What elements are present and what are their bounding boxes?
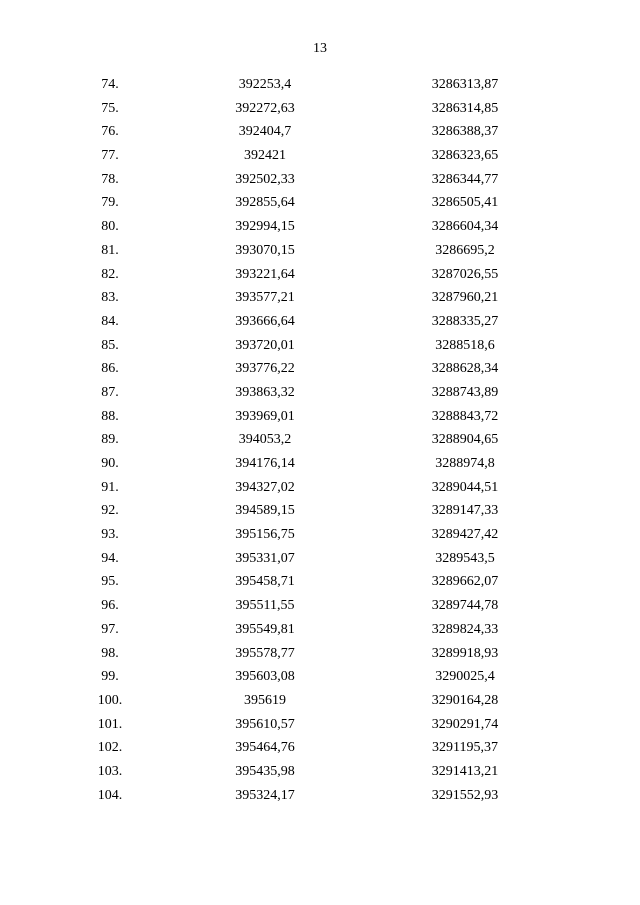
point-number-cell: 89. bbox=[101, 432, 119, 448]
x-coordinate-cell: 393221,64 bbox=[235, 266, 295, 282]
point-number-cell: 103. bbox=[97, 763, 123, 779]
table-row bbox=[0, 144, 640, 168]
table-row bbox=[0, 120, 640, 144]
y-coordinate-cell: 3288628,34 bbox=[431, 361, 499, 377]
point-number-cell: 79. bbox=[101, 195, 119, 211]
x-coordinate-cell: 395511,55 bbox=[235, 598, 295, 614]
point-number-cell: 102. bbox=[97, 740, 123, 756]
x-coordinate-cell: 395435,98 bbox=[235, 763, 295, 779]
point-number-cell: 94. bbox=[101, 550, 119, 566]
table-row bbox=[0, 523, 640, 547]
table-row bbox=[0, 428, 640, 452]
table-row bbox=[0, 476, 640, 500]
y-coordinate-cell: 3286505,41 bbox=[431, 195, 499, 211]
table-row bbox=[0, 760, 640, 784]
point-number-cell: 74. bbox=[101, 77, 119, 92]
table-row bbox=[0, 736, 640, 760]
table-row bbox=[0, 618, 640, 642]
y-coordinate-cell: 3286344,77 bbox=[431, 171, 499, 187]
point-number-cell: 88. bbox=[101, 408, 119, 424]
table-row bbox=[0, 357, 640, 381]
y-coordinate-cell: 3289044,51 bbox=[431, 479, 499, 495]
table-row bbox=[0, 381, 640, 405]
table-row bbox=[0, 310, 640, 334]
y-coordinate-cell: 3289662,07 bbox=[431, 574, 499, 590]
point-number-cell: 99. bbox=[101, 669, 119, 685]
x-coordinate-cell: 392855,64 bbox=[235, 195, 295, 211]
point-number-cell: 100. bbox=[97, 692, 123, 708]
x-coordinate-cell: 395619 bbox=[244, 692, 286, 708]
y-coordinate-cell: 3291195,37 bbox=[432, 740, 498, 756]
point-number-cell: 82. bbox=[101, 266, 119, 282]
table-row bbox=[0, 334, 640, 358]
point-number-cell: 86. bbox=[101, 361, 119, 377]
point-number-cell: 101. bbox=[97, 716, 123, 732]
coordinates-table bbox=[0, 73, 640, 807]
y-coordinate-cell: 3288974,8 bbox=[435, 456, 495, 471]
x-coordinate-cell: 395324,17 bbox=[235, 787, 295, 803]
y-coordinate-cell: 3288843,72 bbox=[431, 408, 499, 424]
table-row bbox=[0, 168, 640, 192]
y-coordinate-cell: 3289918,93 bbox=[431, 645, 499, 661]
point-number-cell: 97. bbox=[101, 621, 119, 637]
x-coordinate-cell: 393776,22 bbox=[235, 361, 295, 377]
x-coordinate-cell: 395549,81 bbox=[235, 621, 295, 637]
x-coordinate-cell: 392272,63 bbox=[235, 100, 295, 116]
x-coordinate-cell: 394589,15 bbox=[235, 503, 295, 519]
point-number-cell: 76. bbox=[101, 124, 119, 140]
y-coordinate-cell: 3289744,78 bbox=[431, 598, 499, 614]
x-coordinate-cell: 395331,07 bbox=[235, 550, 295, 566]
y-coordinate-cell: 3288518,6 bbox=[435, 337, 495, 353]
x-coordinate-cell: 395464,76 bbox=[235, 740, 295, 756]
point-number-cell: 104. bbox=[97, 787, 123, 803]
y-coordinate-cell: 3288904,65 bbox=[431, 432, 499, 448]
table-row bbox=[0, 286, 640, 310]
point-number-cell: 85. bbox=[101, 337, 119, 353]
x-coordinate-cell: 394176,14 bbox=[235, 456, 295, 471]
y-coordinate-cell: 3289543,5 bbox=[435, 550, 495, 566]
table-row bbox=[0, 263, 640, 287]
x-coordinate-cell: 393070,15 bbox=[235, 242, 295, 258]
y-coordinate-cell: 3286313,87 bbox=[431, 77, 499, 92]
table-row bbox=[0, 239, 640, 263]
table-row bbox=[0, 665, 640, 689]
page-number: 13 bbox=[313, 41, 327, 56]
table-row bbox=[0, 452, 640, 476]
point-number-cell: 92. bbox=[101, 503, 119, 519]
y-coordinate-cell: 3289824,33 bbox=[431, 621, 499, 637]
y-coordinate-cell: 3291413,21 bbox=[431, 763, 499, 779]
point-number-cell: 96. bbox=[101, 598, 119, 614]
point-number-cell: 84. bbox=[101, 313, 119, 329]
x-coordinate-cell: 393720,01 bbox=[235, 337, 295, 353]
table-row bbox=[0, 689, 640, 713]
table-row bbox=[0, 499, 640, 523]
y-coordinate-cell: 3290164,28 bbox=[431, 692, 499, 708]
y-coordinate-cell: 3287960,21 bbox=[431, 290, 499, 306]
table-row bbox=[0, 215, 640, 239]
point-number-cell: 95. bbox=[101, 574, 119, 590]
table-row bbox=[0, 594, 640, 618]
point-number-cell: 75. bbox=[101, 100, 119, 116]
x-coordinate-cell: 393577,21 bbox=[235, 290, 295, 306]
x-coordinate-cell: 392994,15 bbox=[235, 219, 295, 235]
point-number-cell: 83. bbox=[101, 290, 119, 306]
y-coordinate-cell: 3287026,55 bbox=[431, 266, 499, 282]
y-coordinate-cell: 3286695,2 bbox=[435, 242, 495, 258]
x-coordinate-cell: 392421 bbox=[244, 148, 286, 164]
table-row bbox=[0, 784, 640, 808]
x-coordinate-cell: 395458,71 bbox=[235, 574, 295, 590]
y-coordinate-cell: 3286314,85 bbox=[431, 100, 499, 116]
point-number-cell: 80. bbox=[101, 219, 119, 235]
x-coordinate-cell: 394327,02 bbox=[235, 479, 295, 495]
table-row bbox=[0, 97, 640, 121]
table-row bbox=[0, 642, 640, 666]
y-coordinate-cell: 3288335,27 bbox=[431, 313, 499, 329]
table-row bbox=[0, 405, 640, 429]
table-row bbox=[0, 713, 640, 737]
y-coordinate-cell: 3289147,33 bbox=[431, 503, 499, 519]
table-row bbox=[0, 547, 640, 571]
point-number-cell: 90. bbox=[101, 456, 119, 471]
x-coordinate-cell: 392253,4 bbox=[238, 77, 292, 92]
table-row bbox=[0, 191, 640, 215]
point-number-cell: 93. bbox=[101, 527, 119, 543]
table-row bbox=[0, 570, 640, 594]
y-coordinate-cell: 3286604,34 bbox=[431, 219, 499, 235]
x-coordinate-cell: 395578,77 bbox=[235, 645, 295, 661]
point-number-cell: 98. bbox=[101, 645, 119, 661]
x-coordinate-cell: 392502,33 bbox=[235, 171, 295, 187]
y-coordinate-cell: 3290025,4 bbox=[435, 669, 495, 685]
x-coordinate-cell: 392404,7 bbox=[238, 124, 292, 140]
x-coordinate-cell: 395603,08 bbox=[235, 669, 295, 685]
point-number-cell: 91. bbox=[101, 479, 119, 495]
x-coordinate-cell: 393863,32 bbox=[235, 384, 295, 400]
x-coordinate-cell: 393666,64 bbox=[235, 313, 295, 329]
y-coordinate-cell: 3291552,93 bbox=[431, 787, 499, 803]
y-coordinate-cell: 3286388,37 bbox=[431, 124, 499, 140]
x-coordinate-cell: 394053,2 bbox=[238, 432, 292, 448]
table-row bbox=[0, 73, 640, 97]
point-number-cell: 77. bbox=[101, 148, 119, 164]
y-coordinate-cell: 3286323,65 bbox=[431, 148, 499, 164]
x-coordinate-cell: 395610,57 bbox=[235, 716, 295, 732]
y-coordinate-cell: 3290291,74 bbox=[431, 716, 499, 732]
x-coordinate-cell: 395156,75 bbox=[235, 527, 295, 543]
point-number-cell: 87. bbox=[101, 384, 119, 400]
y-coordinate-cell: 3288743,89 bbox=[431, 384, 499, 400]
y-coordinate-cell: 3289427,42 bbox=[431, 527, 499, 543]
point-number-cell: 81. bbox=[101, 242, 119, 258]
point-number-cell: 78. bbox=[101, 171, 119, 187]
x-coordinate-cell: 393969,01 bbox=[235, 408, 295, 424]
